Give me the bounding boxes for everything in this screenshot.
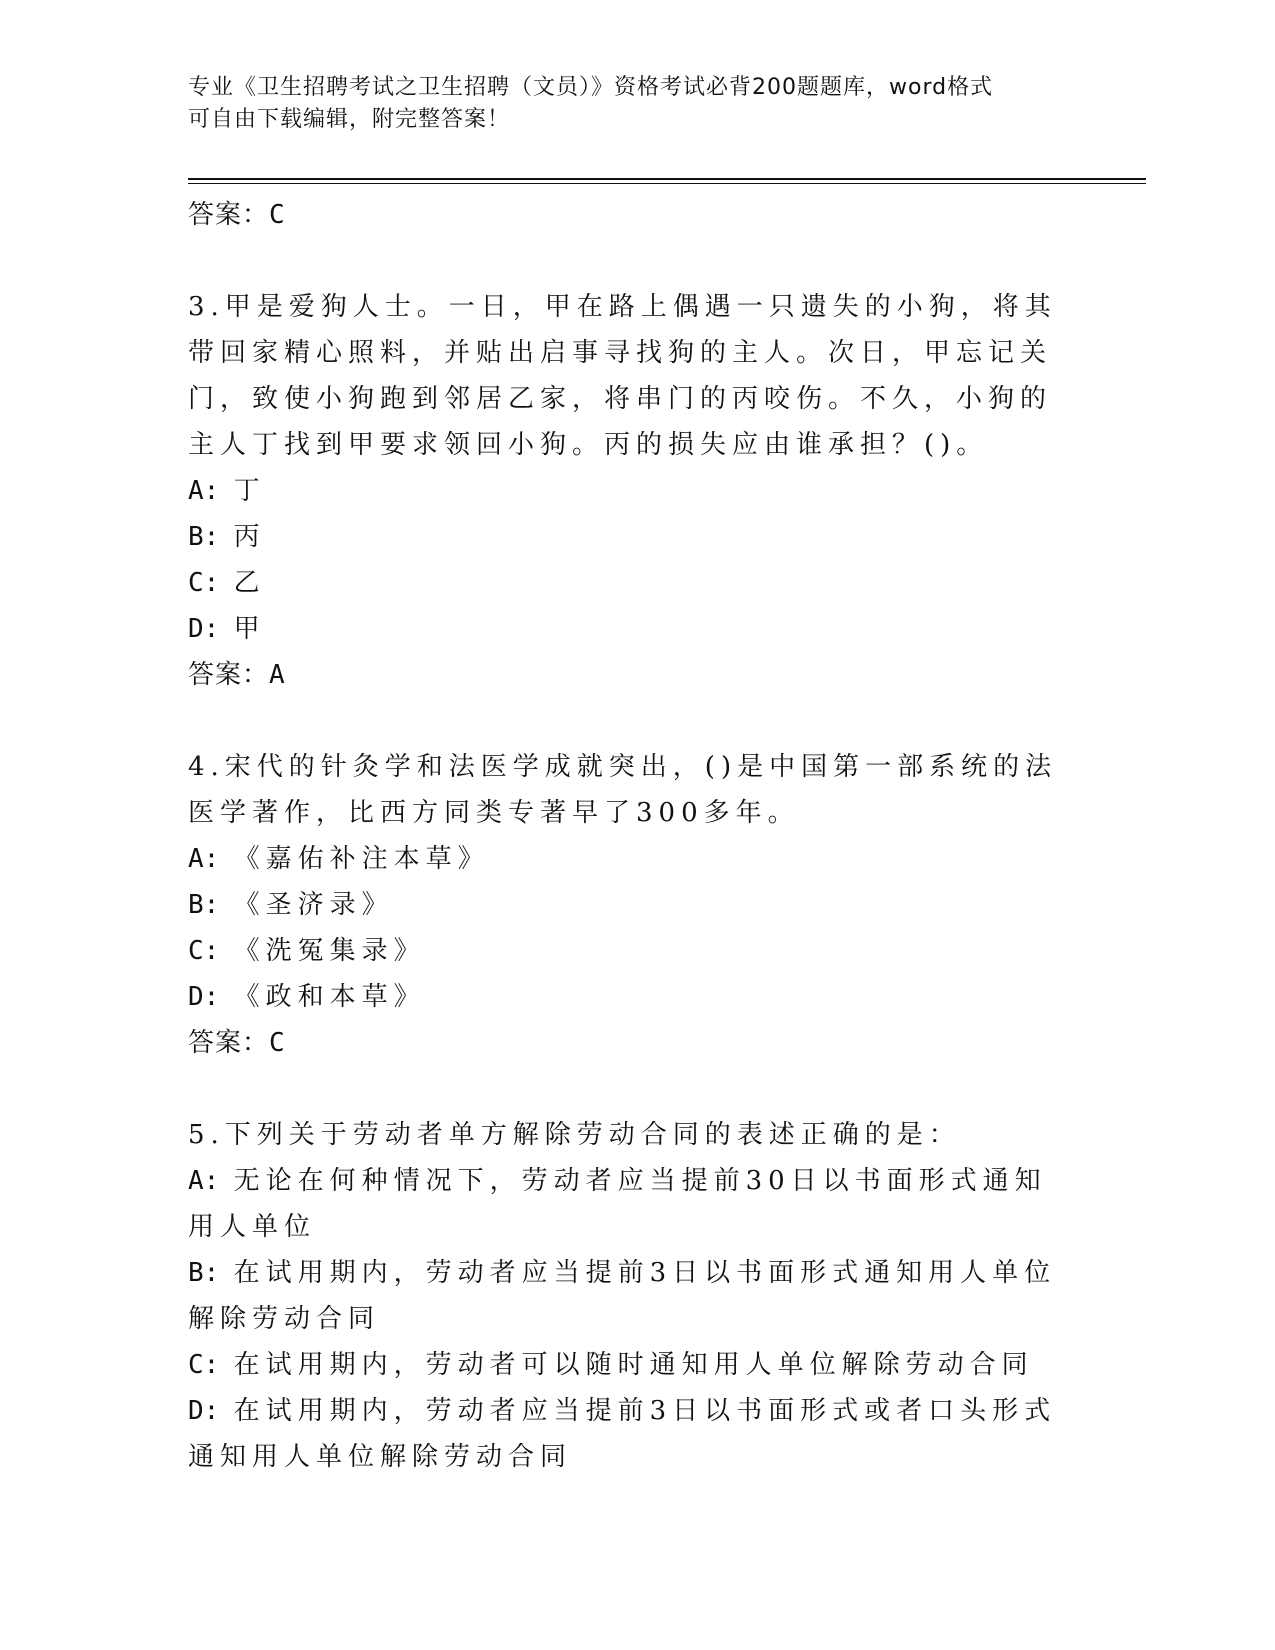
option-text: 丙: [233, 522, 266, 552]
option-key: A:: [188, 476, 220, 506]
option-text: 甲: [233, 614, 266, 644]
option-text: 无论在何种情况下，劳动者应当提前30日以书面形式通知用人单位: [188, 1166, 1047, 1242]
option-b: [188, 1250, 1078, 1342]
option-key: B:: [188, 890, 220, 920]
option-text: 在试用期内，劳动者应当提前3日以书面形式或者口头形式通知用人单位解除劳动合同: [188, 1396, 1057, 1472]
option-key: C:: [188, 568, 220, 598]
option-text: 丁: [233, 476, 266, 506]
document-header: [188, 72, 1068, 136]
option-text: 《嘉佑补注本草》: [233, 844, 490, 874]
option-key: A:: [188, 844, 220, 874]
option-text: 《洗冤集录》: [233, 936, 426, 966]
header-line-2: 可自由下载编辑，附完整答案！: [188, 107, 511, 132]
option-c: [188, 928, 1078, 974]
option-key: D:: [188, 1396, 220, 1426]
answer-label: 答案：: [188, 660, 270, 690]
option-text: 乙: [233, 568, 266, 598]
answer-value: A: [269, 660, 286, 690]
question-3: [188, 284, 1078, 698]
option-a: [188, 468, 1078, 514]
answer-line: [188, 192, 1078, 238]
option-d: [188, 974, 1078, 1020]
answer-line: [188, 652, 1078, 698]
option-b: [188, 882, 1078, 928]
option-key: C:: [188, 936, 220, 966]
question-text: 4.宋代的针灸学和法医学成就突出，()是中国第一部系统的法医学著作，比西方同类专著早了300多年。: [188, 752, 1058, 828]
header-rule-thin: [188, 183, 1146, 184]
option-text: 在试用期内，劳动者可以随时通知用人单位解除劳动合同: [233, 1350, 1034, 1380]
option-text: 在试用期内，劳动者应当提前3日以书面形式通知用人单位解除劳动合同: [188, 1258, 1057, 1334]
document-body: [188, 192, 1078, 1480]
option-c: [188, 560, 1078, 606]
question-5: [188, 1112, 1078, 1480]
option-a: [188, 1158, 1078, 1250]
answer-label: 答案：: [188, 200, 270, 230]
option-key: C:: [188, 1350, 220, 1380]
question-text: 3.甲是爱狗人士。一日，甲在路上偶遇一只遗失的小狗，将其带回家精心照料，并贴出启事寻找狗的主人。次日，甲忘记关门，致使小狗跑到邻居乙家，将串门的丙咬伤。不久，小狗的主人丁找到甲要求领回小狗。丙的损失应由谁承担？()。: [188, 292, 1057, 460]
header-line-1: 专业《卫生招聘考试之卫生招聘（文员）》资格考试必背200题题库，word格式: [188, 75, 994, 100]
question-4: [188, 744, 1078, 1066]
option-b: [188, 514, 1078, 560]
option-key: B:: [188, 522, 220, 552]
option-text: 《圣济录》: [233, 890, 394, 920]
option-a: [188, 836, 1078, 882]
option-d: [188, 1388, 1078, 1480]
option-text: 《政和本草》: [233, 982, 426, 1012]
header-rule-thick: [188, 178, 1146, 180]
option-key: B:: [188, 1258, 220, 1288]
option-d: [188, 606, 1078, 652]
option-c: [188, 1342, 1078, 1388]
option-key: A:: [188, 1166, 220, 1196]
answer-value: C: [269, 1028, 286, 1058]
answer-label: 答案：: [188, 1028, 270, 1058]
answer-value: C: [269, 200, 286, 230]
option-key: D:: [188, 614, 220, 644]
option-key: D:: [188, 982, 220, 1012]
question-text: 5.下列关于劳动者单方解除劳动合同的表述正确的是：: [188, 1120, 961, 1150]
answer-line: [188, 1020, 1078, 1066]
